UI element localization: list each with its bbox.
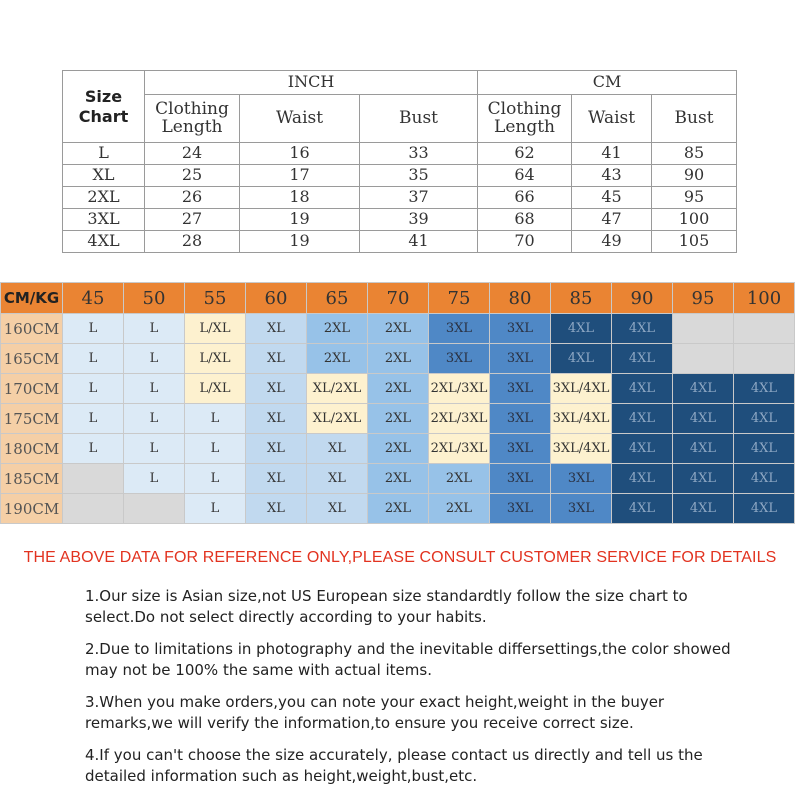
size-cell: XL bbox=[246, 404, 307, 434]
cm-bust: 105 bbox=[652, 231, 737, 253]
height-row-170cm bbox=[1, 374, 795, 404]
note-item bbox=[85, 639, 785, 681]
size-cell: 2XL bbox=[368, 494, 429, 524]
cm-bust-header: Bust bbox=[652, 95, 737, 143]
size-cell: 4XL bbox=[612, 344, 673, 374]
inch-length: 27 bbox=[145, 209, 240, 231]
height-label: 180CM bbox=[1, 434, 63, 464]
weight-header-row bbox=[1, 283, 795, 314]
cm-length: 70 bbox=[478, 231, 572, 253]
size-cell: 4XL bbox=[551, 314, 612, 344]
inch-group-header: INCH bbox=[145, 71, 478, 95]
inch-waist: 16 bbox=[240, 143, 360, 165]
size-cell: 2XL bbox=[307, 344, 368, 374]
size-cell: L bbox=[124, 314, 185, 344]
size-cell: XL bbox=[246, 434, 307, 464]
height-weight-grid bbox=[0, 282, 795, 524]
weight-header-45: 45 bbox=[63, 283, 124, 314]
cm-length-header bbox=[478, 95, 572, 143]
size-cell: 4XL bbox=[734, 464, 795, 494]
size-cell: XL/2XL bbox=[307, 374, 368, 404]
size-cell: L/XL bbox=[185, 374, 246, 404]
weight-header-75: 75 bbox=[429, 283, 490, 314]
note-item bbox=[85, 586, 785, 628]
size-row bbox=[63, 231, 737, 253]
size-cell: XL bbox=[307, 434, 368, 464]
size-cell: 4XL bbox=[612, 494, 673, 524]
size-chart-group-header bbox=[63, 71, 737, 95]
size-cell: 4XL bbox=[734, 404, 795, 434]
size-cell: 3XL bbox=[551, 464, 612, 494]
size-cell: L/XL bbox=[185, 344, 246, 374]
weight-header-85: 85 bbox=[551, 283, 612, 314]
size-cell: L bbox=[185, 464, 246, 494]
inch-bust: 37 bbox=[360, 187, 478, 209]
length-header-line-2: Length bbox=[161, 116, 223, 137]
size-cell: XL bbox=[246, 314, 307, 344]
cm-waist: 41 bbox=[572, 143, 652, 165]
size-cell: XL bbox=[307, 464, 368, 494]
height-label: 160CM bbox=[1, 314, 63, 344]
height-label: 165CM bbox=[1, 344, 63, 374]
size-cell: 4XL bbox=[551, 344, 612, 374]
size-cell: 3XL bbox=[551, 494, 612, 524]
cm-bust: 85 bbox=[652, 143, 737, 165]
size-cell: 2XL bbox=[368, 374, 429, 404]
size-cell: 3XL bbox=[490, 404, 551, 434]
inch-waist: 19 bbox=[240, 231, 360, 253]
weight-header-95: 95 bbox=[673, 283, 734, 314]
cm-waist-header: Waist bbox=[572, 95, 652, 143]
length-header-line-1: Clothing bbox=[487, 98, 562, 119]
cm-length: 62 bbox=[478, 143, 572, 165]
cm-waist: 49 bbox=[572, 231, 652, 253]
empty-cell bbox=[63, 494, 124, 524]
weight-header-90: 90 bbox=[612, 283, 673, 314]
weight-header-55: 55 bbox=[185, 283, 246, 314]
weight-header-100: 100 bbox=[734, 283, 795, 314]
empty-cell bbox=[673, 314, 734, 344]
size-label: XL bbox=[63, 165, 145, 187]
note-line: 2.Due to limitations in photography and the inevitable differsettings,the color showed bbox=[85, 640, 731, 658]
height-row-190cm bbox=[1, 494, 795, 524]
height-row-180cm bbox=[1, 434, 795, 464]
size-label: 2XL bbox=[63, 187, 145, 209]
size-cell: 4XL bbox=[673, 434, 734, 464]
inch-length: 25 bbox=[145, 165, 240, 187]
size-cell: 4XL bbox=[673, 404, 734, 434]
inch-bust-header: Bust bbox=[360, 95, 478, 143]
empty-cell bbox=[63, 464, 124, 494]
size-cell: 4XL bbox=[673, 374, 734, 404]
size-cell: 3XL bbox=[490, 464, 551, 494]
notes-list bbox=[85, 586, 785, 798]
size-cell: L bbox=[185, 494, 246, 524]
size-cell: 3XL/4XL bbox=[551, 374, 612, 404]
size-cell: XL bbox=[246, 374, 307, 404]
weight-header-60: 60 bbox=[246, 283, 307, 314]
size-cell: L bbox=[124, 374, 185, 404]
size-cell: 2XL/3XL bbox=[429, 434, 490, 464]
size-cell: 2XL/3XL bbox=[429, 404, 490, 434]
inch-waist-header: Waist bbox=[240, 95, 360, 143]
height-row-160cm bbox=[1, 314, 795, 344]
size-cell: 4XL bbox=[734, 494, 795, 524]
size-cell: 3XL/4XL bbox=[551, 434, 612, 464]
note-line: may not be 100% the same with actual items. bbox=[85, 661, 432, 679]
length-header-line-1: Clothing bbox=[155, 98, 229, 119]
cm-waist: 45 bbox=[572, 187, 652, 209]
size-row bbox=[63, 165, 737, 187]
size-cell: 2XL bbox=[368, 464, 429, 494]
size-cell: L bbox=[185, 434, 246, 464]
note-line: select.Do not select directly according to your habits. bbox=[85, 608, 487, 626]
size-cell: 4XL bbox=[673, 494, 734, 524]
note-line: 3.When you make orders,you can note your exact height,weight in the buyer bbox=[85, 693, 665, 711]
corner-line-1: Size bbox=[84, 86, 123, 106]
size-cell: 4XL bbox=[734, 374, 795, 404]
size-cell: L bbox=[63, 374, 124, 404]
size-cell: 4XL bbox=[612, 374, 673, 404]
note-line: detailed information such as height,weight,bust,etc. bbox=[85, 767, 478, 785]
cm-waist: 47 bbox=[572, 209, 652, 231]
cm-group-header: CM bbox=[478, 71, 737, 95]
size-cell: 2XL bbox=[429, 494, 490, 524]
size-cell: L bbox=[63, 434, 124, 464]
size-label: 3XL bbox=[63, 209, 145, 231]
size-cell: L bbox=[63, 314, 124, 344]
size-row bbox=[63, 209, 737, 231]
weight-header-70: 70 bbox=[368, 283, 429, 314]
size-cell: 4XL bbox=[612, 314, 673, 344]
cm-length: 66 bbox=[478, 187, 572, 209]
disclaimer-text: THE ABOVE DATA FOR REFERENCE ONLY,PLEASE CONSULT CUSTOMER SERVICE FOR DETAILS bbox=[23, 549, 777, 566]
inch-waist: 17 bbox=[240, 165, 360, 187]
length-header-line-2: Length bbox=[494, 116, 556, 137]
size-cell: XL bbox=[246, 464, 307, 494]
empty-cell bbox=[124, 494, 185, 524]
inch-length-header bbox=[145, 95, 240, 143]
grid-corner: CM/KG bbox=[1, 283, 63, 314]
size-cell: XL bbox=[307, 494, 368, 524]
inch-bust: 39 bbox=[360, 209, 478, 231]
weight-header-80: 80 bbox=[490, 283, 551, 314]
size-row bbox=[63, 187, 737, 209]
inch-length: 24 bbox=[145, 143, 240, 165]
size-chart-table bbox=[62, 70, 737, 253]
size-cell: L bbox=[63, 404, 124, 434]
size-cell: L bbox=[63, 344, 124, 374]
note-item bbox=[85, 692, 785, 734]
size-cell: 4XL bbox=[673, 464, 734, 494]
size-cell: 3XL bbox=[490, 494, 551, 524]
size-label: 4XL bbox=[63, 231, 145, 253]
note-item bbox=[85, 745, 785, 787]
cm-waist: 43 bbox=[572, 165, 652, 187]
empty-cell bbox=[673, 344, 734, 374]
size-cell: 2XL bbox=[368, 344, 429, 374]
inch-waist: 18 bbox=[240, 187, 360, 209]
inch-length: 26 bbox=[145, 187, 240, 209]
size-cell: 2XL bbox=[307, 314, 368, 344]
cm-bust: 95 bbox=[652, 187, 737, 209]
size-cell: 3XL bbox=[490, 314, 551, 344]
size-cell: L bbox=[185, 404, 246, 434]
size-cell: 3XL bbox=[490, 434, 551, 464]
size-cell: 2XL bbox=[429, 464, 490, 494]
height-label: 185CM bbox=[1, 464, 63, 494]
cm-length: 68 bbox=[478, 209, 572, 231]
size-cell: XL bbox=[246, 344, 307, 374]
height-label: 190CM bbox=[1, 494, 63, 524]
size-cell: XL bbox=[246, 494, 307, 524]
cm-bust: 100 bbox=[652, 209, 737, 231]
size-cell: 2XL bbox=[368, 314, 429, 344]
height-row-175cm bbox=[1, 404, 795, 434]
empty-cell bbox=[734, 344, 795, 374]
cm-bust: 90 bbox=[652, 165, 737, 187]
size-cell: L bbox=[124, 344, 185, 374]
size-cell: L bbox=[124, 404, 185, 434]
weight-header-65: 65 bbox=[307, 283, 368, 314]
size-cell: 2XL/3XL bbox=[429, 374, 490, 404]
note-line: remarks,we will verify the information,to ensure you receive correct size. bbox=[85, 714, 634, 732]
size-cell: 4XL bbox=[612, 404, 673, 434]
height-label: 175CM bbox=[1, 404, 63, 434]
inch-waist: 19 bbox=[240, 209, 360, 231]
inch-length: 28 bbox=[145, 231, 240, 253]
size-cell: XL/2XL bbox=[307, 404, 368, 434]
size-chart-corner bbox=[63, 71, 145, 143]
inch-bust: 41 bbox=[360, 231, 478, 253]
size-cell: 3XL bbox=[490, 374, 551, 404]
height-row-185cm bbox=[1, 464, 795, 494]
cm-length: 64 bbox=[478, 165, 572, 187]
size-cell: 4XL bbox=[612, 434, 673, 464]
size-cell: L/XL bbox=[185, 314, 246, 344]
weight-header-50: 50 bbox=[124, 283, 185, 314]
note-line: 4.If you can't choose the size accurately, please contact us directly and tell us the bbox=[85, 746, 703, 764]
size-cell: 4XL bbox=[734, 434, 795, 464]
inch-bust: 33 bbox=[360, 143, 478, 165]
inch-bust: 35 bbox=[360, 165, 478, 187]
size-row bbox=[63, 143, 737, 165]
size-cell: L bbox=[124, 464, 185, 494]
size-cell: L bbox=[124, 434, 185, 464]
size-label: L bbox=[63, 143, 145, 165]
size-cell: 3XL bbox=[429, 344, 490, 374]
size-cell: 3XL/4XL bbox=[551, 404, 612, 434]
corner-line-2: Chart bbox=[78, 106, 129, 126]
height-row-165cm bbox=[1, 344, 795, 374]
size-cell: 2XL bbox=[368, 434, 429, 464]
note-line: 1.Our size is Asian size,not US European size standardtly follow the size chart to bbox=[85, 587, 688, 605]
size-chart-column-header bbox=[63, 95, 737, 143]
empty-cell bbox=[734, 314, 795, 344]
height-label: 170CM bbox=[1, 374, 63, 404]
size-cell: 4XL bbox=[612, 464, 673, 494]
size-cell: 3XL bbox=[490, 344, 551, 374]
size-cell: 3XL bbox=[429, 314, 490, 344]
size-cell: 2XL bbox=[368, 404, 429, 434]
